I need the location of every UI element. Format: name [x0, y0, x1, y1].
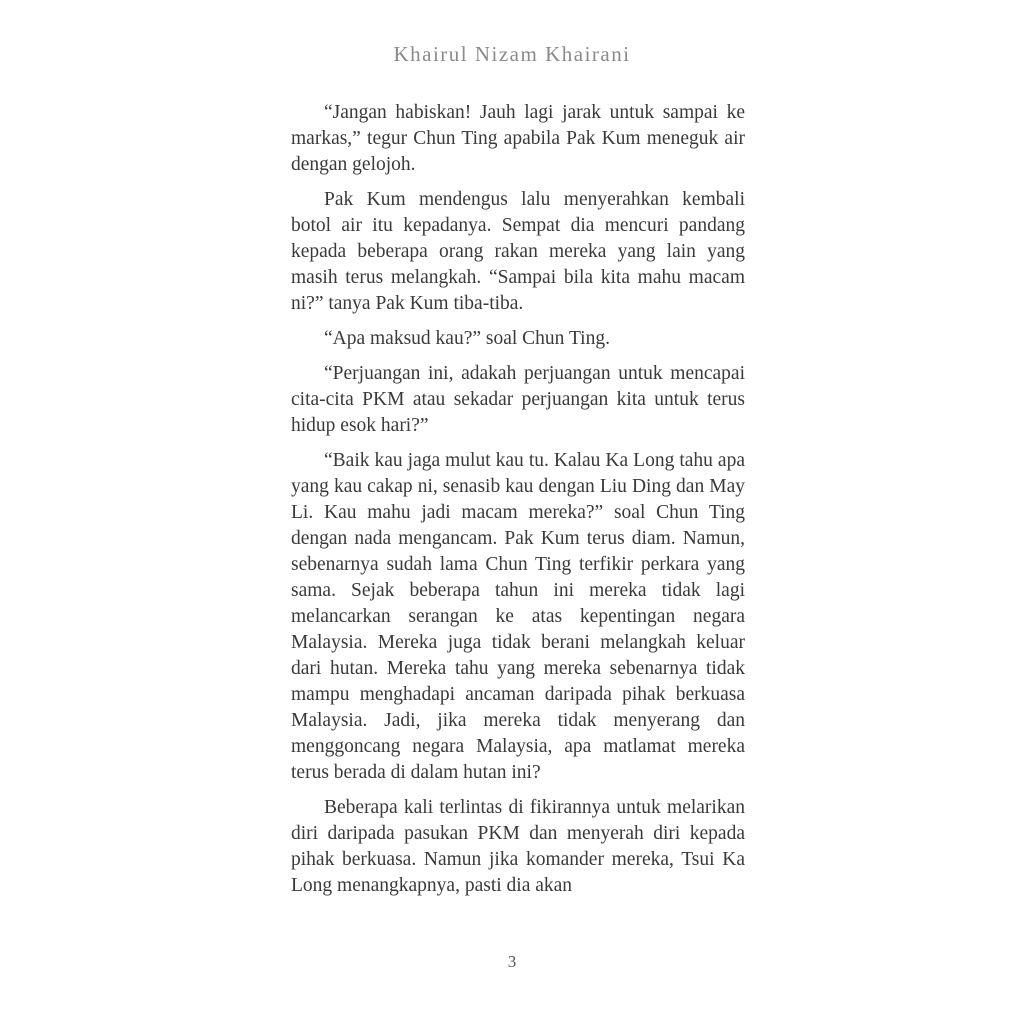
- paragraph: “Jangan habiskan! Jauh lagi jarak untuk sampai ke markas,” tegur Chun Ting apabila Pak Kum meneguk air dengan gelojoh.: [291, 102, 745, 175]
- paragraph: “Perjuangan ini, adakah perjuangan untuk mencapai cita-cita PKM atau sekadar perjuangan kita untuk terus hidup esok hari?”: [291, 363, 745, 436]
- page-number: 3: [507, 952, 517, 971]
- paragraph: Beberapa kali terlintas di fikirannya untuk melarikan diri daripada pasukan PKM dan menyerah diri kepada pihak berkuasa. Namun jika komander mereka, Tsui Ka Long menangkapnya, pasti dia akan: [291, 797, 745, 896]
- paragraph: “Apa maksud kau?” soal Chun Ting.: [324, 328, 610, 349]
- body-text: [291, 100, 745, 908]
- running-header-author: Khairul Nizam Khairani: [393, 42, 631, 66]
- paragraph: Pak Kum mendengus lalu menyerahkan kembali botol air itu kepadanya. Sempat dia mencuri pandang kepada beberapa orang rakan mereka yang lain yang masih terus melangkah. “Sampai bila kita mahu macam ni?” tanya Pak Kum tiba-tiba.: [291, 189, 745, 314]
- paragraph: “Baik kau jaga mulut kau tu. Kalau Ka Long tahu apa yang kau cakap ni, senasib kau dengan Liu Ding dan May Li. Kau mahu jadi macam mereka?” soal Chun Ting dengan nada mengancam. Pak Kum terus diam. Namun, sebenarnya sudah lama Chun Ting terfikir perkara yang sama. Sejak beberapa tahun ini mereka tidak lagi melancarkan serangan ke atas kepentingan negara Malaysia. Mereka juga tidak berani melangkah keluar dari hutan. Mereka tahu yang mereka sebenarnya tidak mampu menghadapi ancaman daripada pihak berkuasa Malaysia. Jadi, jika mereka tidak menyerang dan menggoncang negara Malaysia, apa matlamat mereka terus berada di dalam hutan ini?: [291, 450, 745, 783]
